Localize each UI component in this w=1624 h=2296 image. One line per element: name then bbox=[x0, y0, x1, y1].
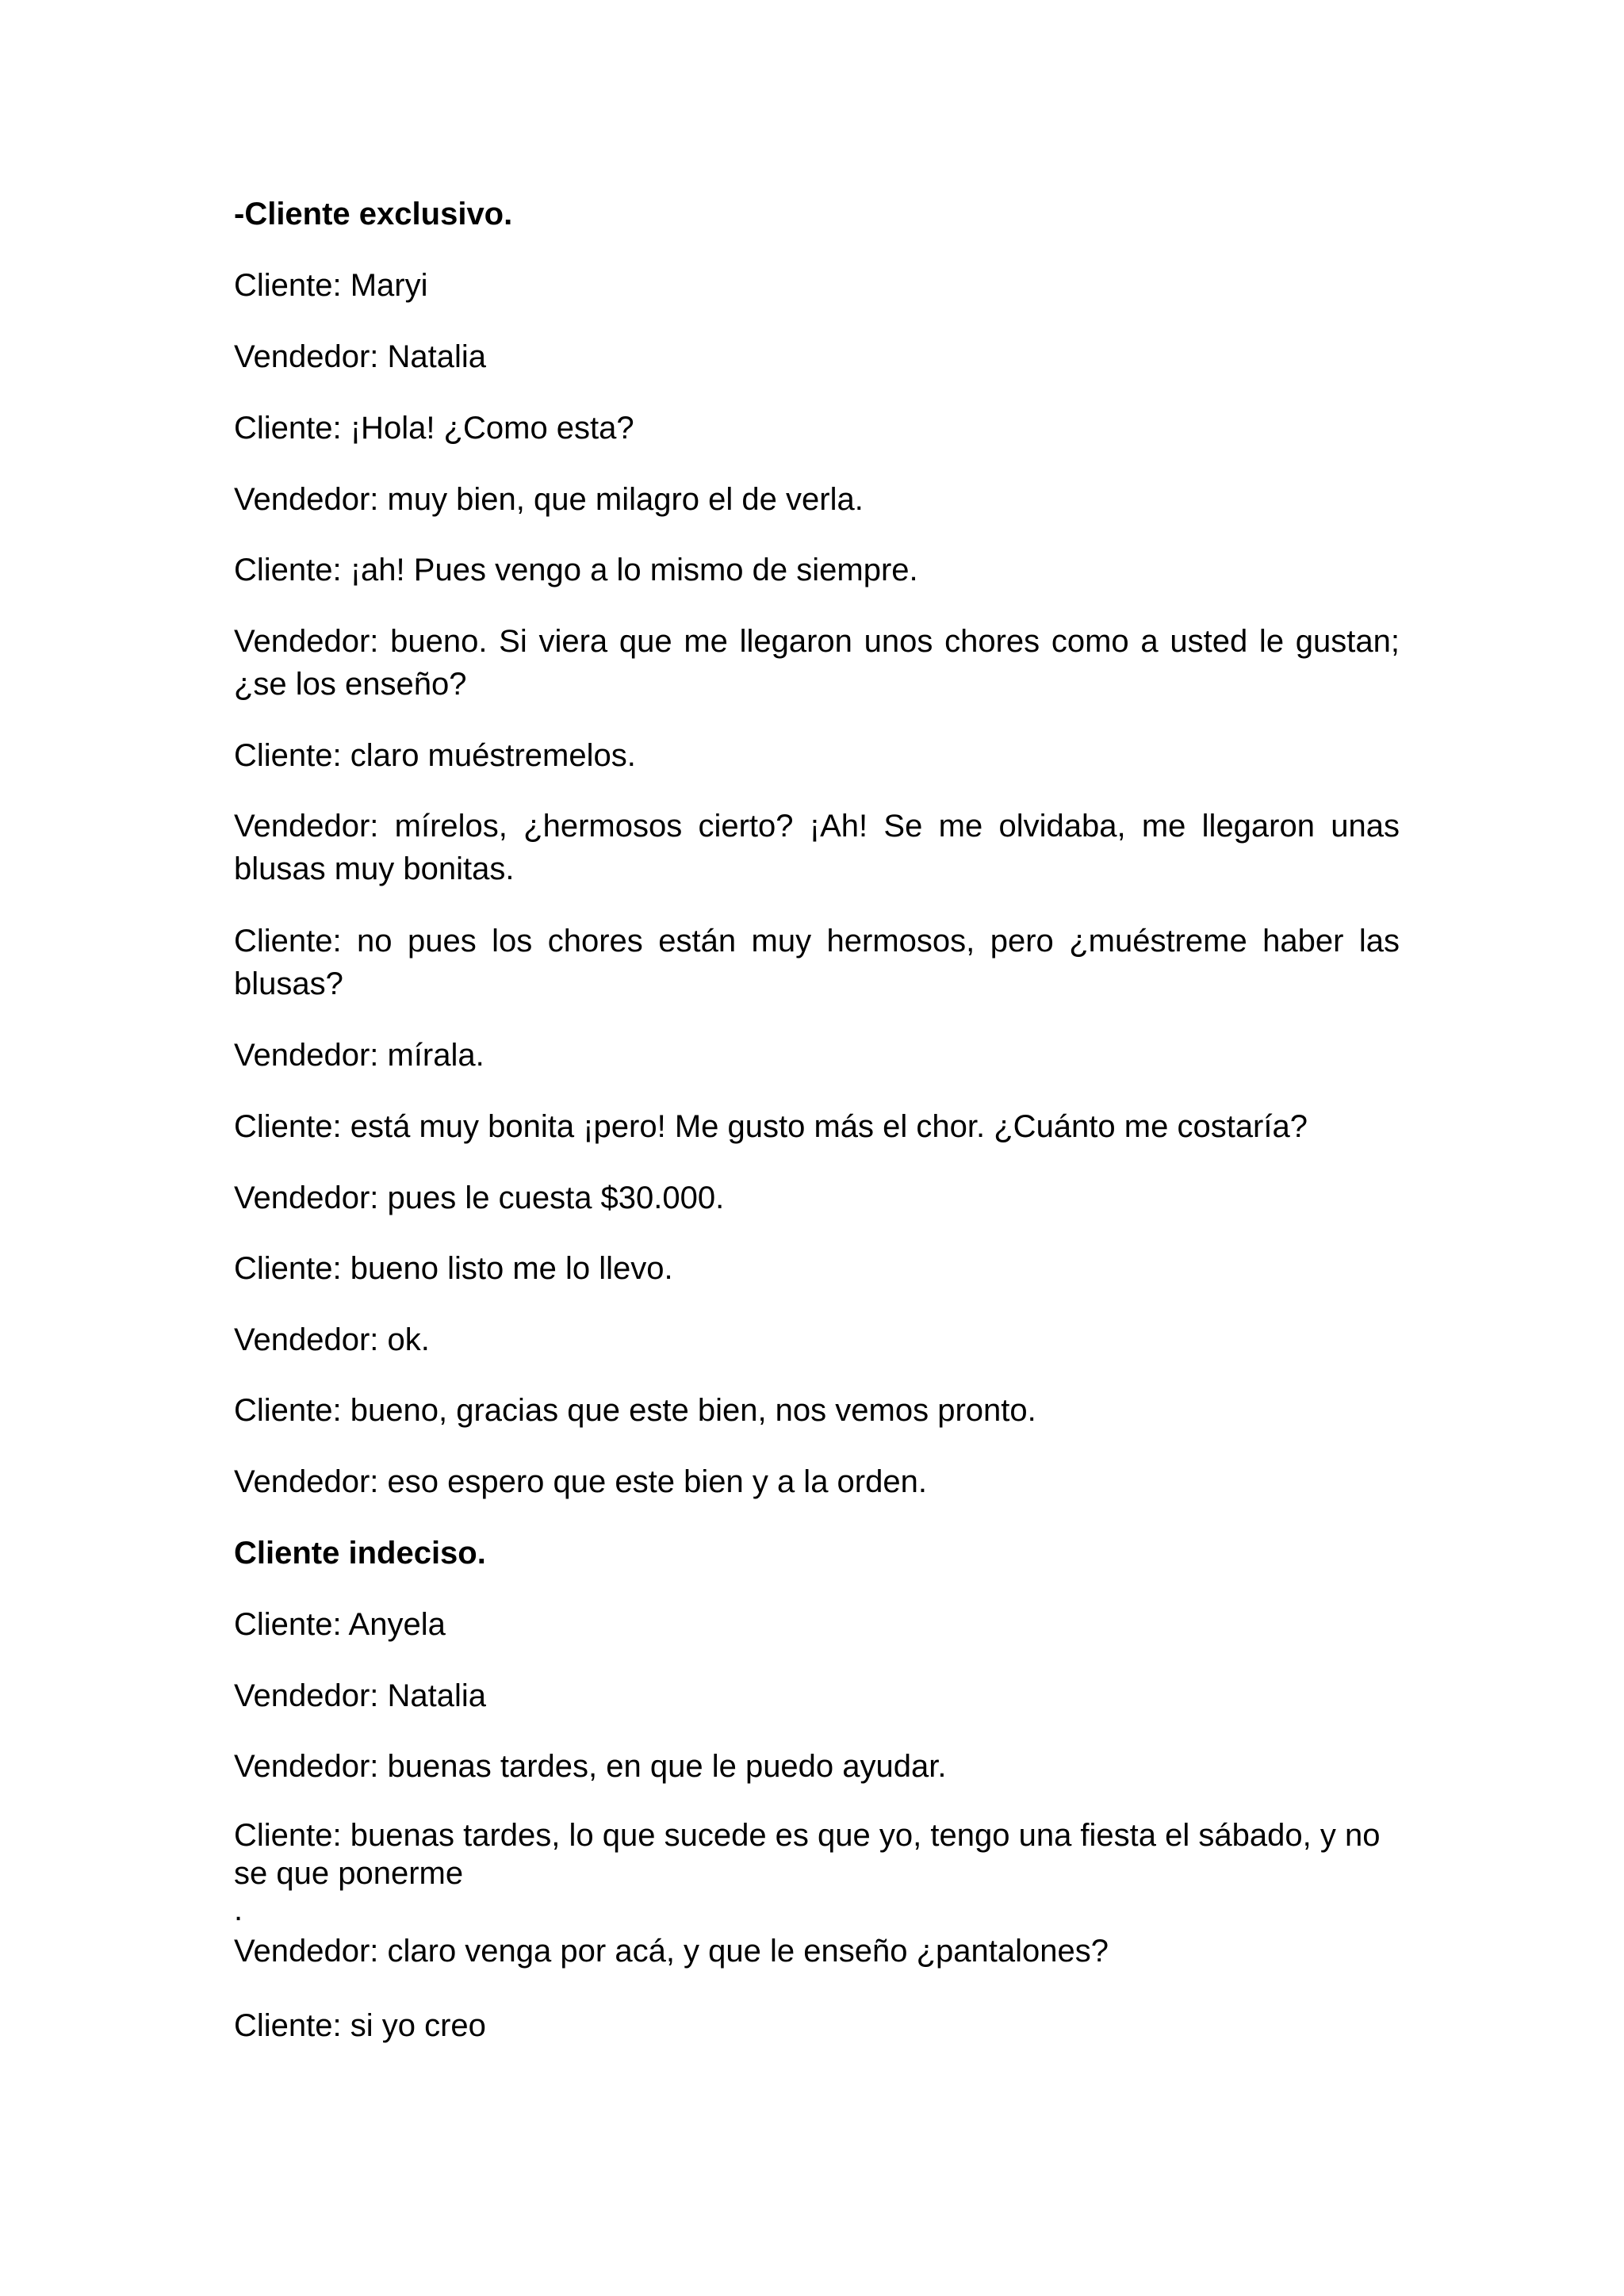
dialogue-line: Vendedor: Natalia bbox=[234, 1678, 487, 1713]
dialogue-line: Vendedor: mírelos, ¿hermosos cierto? ¡Ah! Se me olvidaba, me llegaron unas blusas muy bonitas. bbox=[234, 809, 1400, 886]
stray-period: . bbox=[234, 1892, 243, 1927]
dialogue-line: Vendedor: bueno. Si viera que me llegaron unos chores como a usted le gustan; ¿se los enseño? bbox=[234, 624, 1400, 702]
dialogue-line: Cliente: claro muéstremelos. bbox=[234, 738, 636, 773]
dialogue-line: Vendedor: muy bien, que milagro el de verla. bbox=[234, 482, 864, 517]
dialogue-line: Cliente: si yo creo bbox=[234, 2008, 486, 2043]
dialogue-line: Cliente: ¡ah! Pues vengo a lo mismo de siempre. bbox=[234, 553, 918, 587]
dialogue-line: Cliente: buenas tardes, lo que sucede es que yo, tengo una fiesta el sábado, y no se que ponerme bbox=[234, 1818, 1381, 1891]
dialogue-line: Vendedor: buenas tardes, en que le puedo ayudar. bbox=[234, 1749, 947, 1784]
dialogue-line: Vendedor: claro venga por acá, y que le enseño ¿pantalones? bbox=[234, 1934, 1109, 1969]
dialogue-line: Cliente: está muy bonita ¡pero! Me gusto más el chor. ¿Cuánto me costaría? bbox=[234, 1109, 1308, 1144]
dialogue-line: Cliente: Anyela bbox=[234, 1607, 446, 1642]
dialogue-line: Vendedor: pues le cuesta $30.000. bbox=[234, 1181, 725, 1215]
dialogue-line: Cliente: no pues los chores están muy hermosos, pero ¿muéstreme haber las blusas? bbox=[234, 924, 1400, 1001]
dialogue-line: Vendedor: mírala. bbox=[234, 1038, 485, 1073]
section-heading-cliente-exclusivo: -Cliente exclusivo. bbox=[234, 197, 513, 232]
dialogue-line: Vendedor: eso espero que este bien y a la orden. bbox=[234, 1464, 927, 1499]
dialogue-line: Cliente: ¡Hola! ¿Como esta? bbox=[234, 411, 634, 446]
dialogue-line: Vendedor: ok. bbox=[234, 1322, 430, 1357]
dialogue-line: Vendedor: Natalia bbox=[234, 339, 487, 374]
section-heading-cliente-indeciso: Cliente indeciso. bbox=[234, 1536, 486, 1571]
dialogue-line: Cliente: Maryi bbox=[234, 268, 428, 303]
dialogue-line: Cliente: bueno listo me lo llevo. bbox=[234, 1251, 673, 1286]
dialogue-line: Cliente: bueno, gracias que este bien, nos vemos pronto. bbox=[234, 1393, 1036, 1428]
